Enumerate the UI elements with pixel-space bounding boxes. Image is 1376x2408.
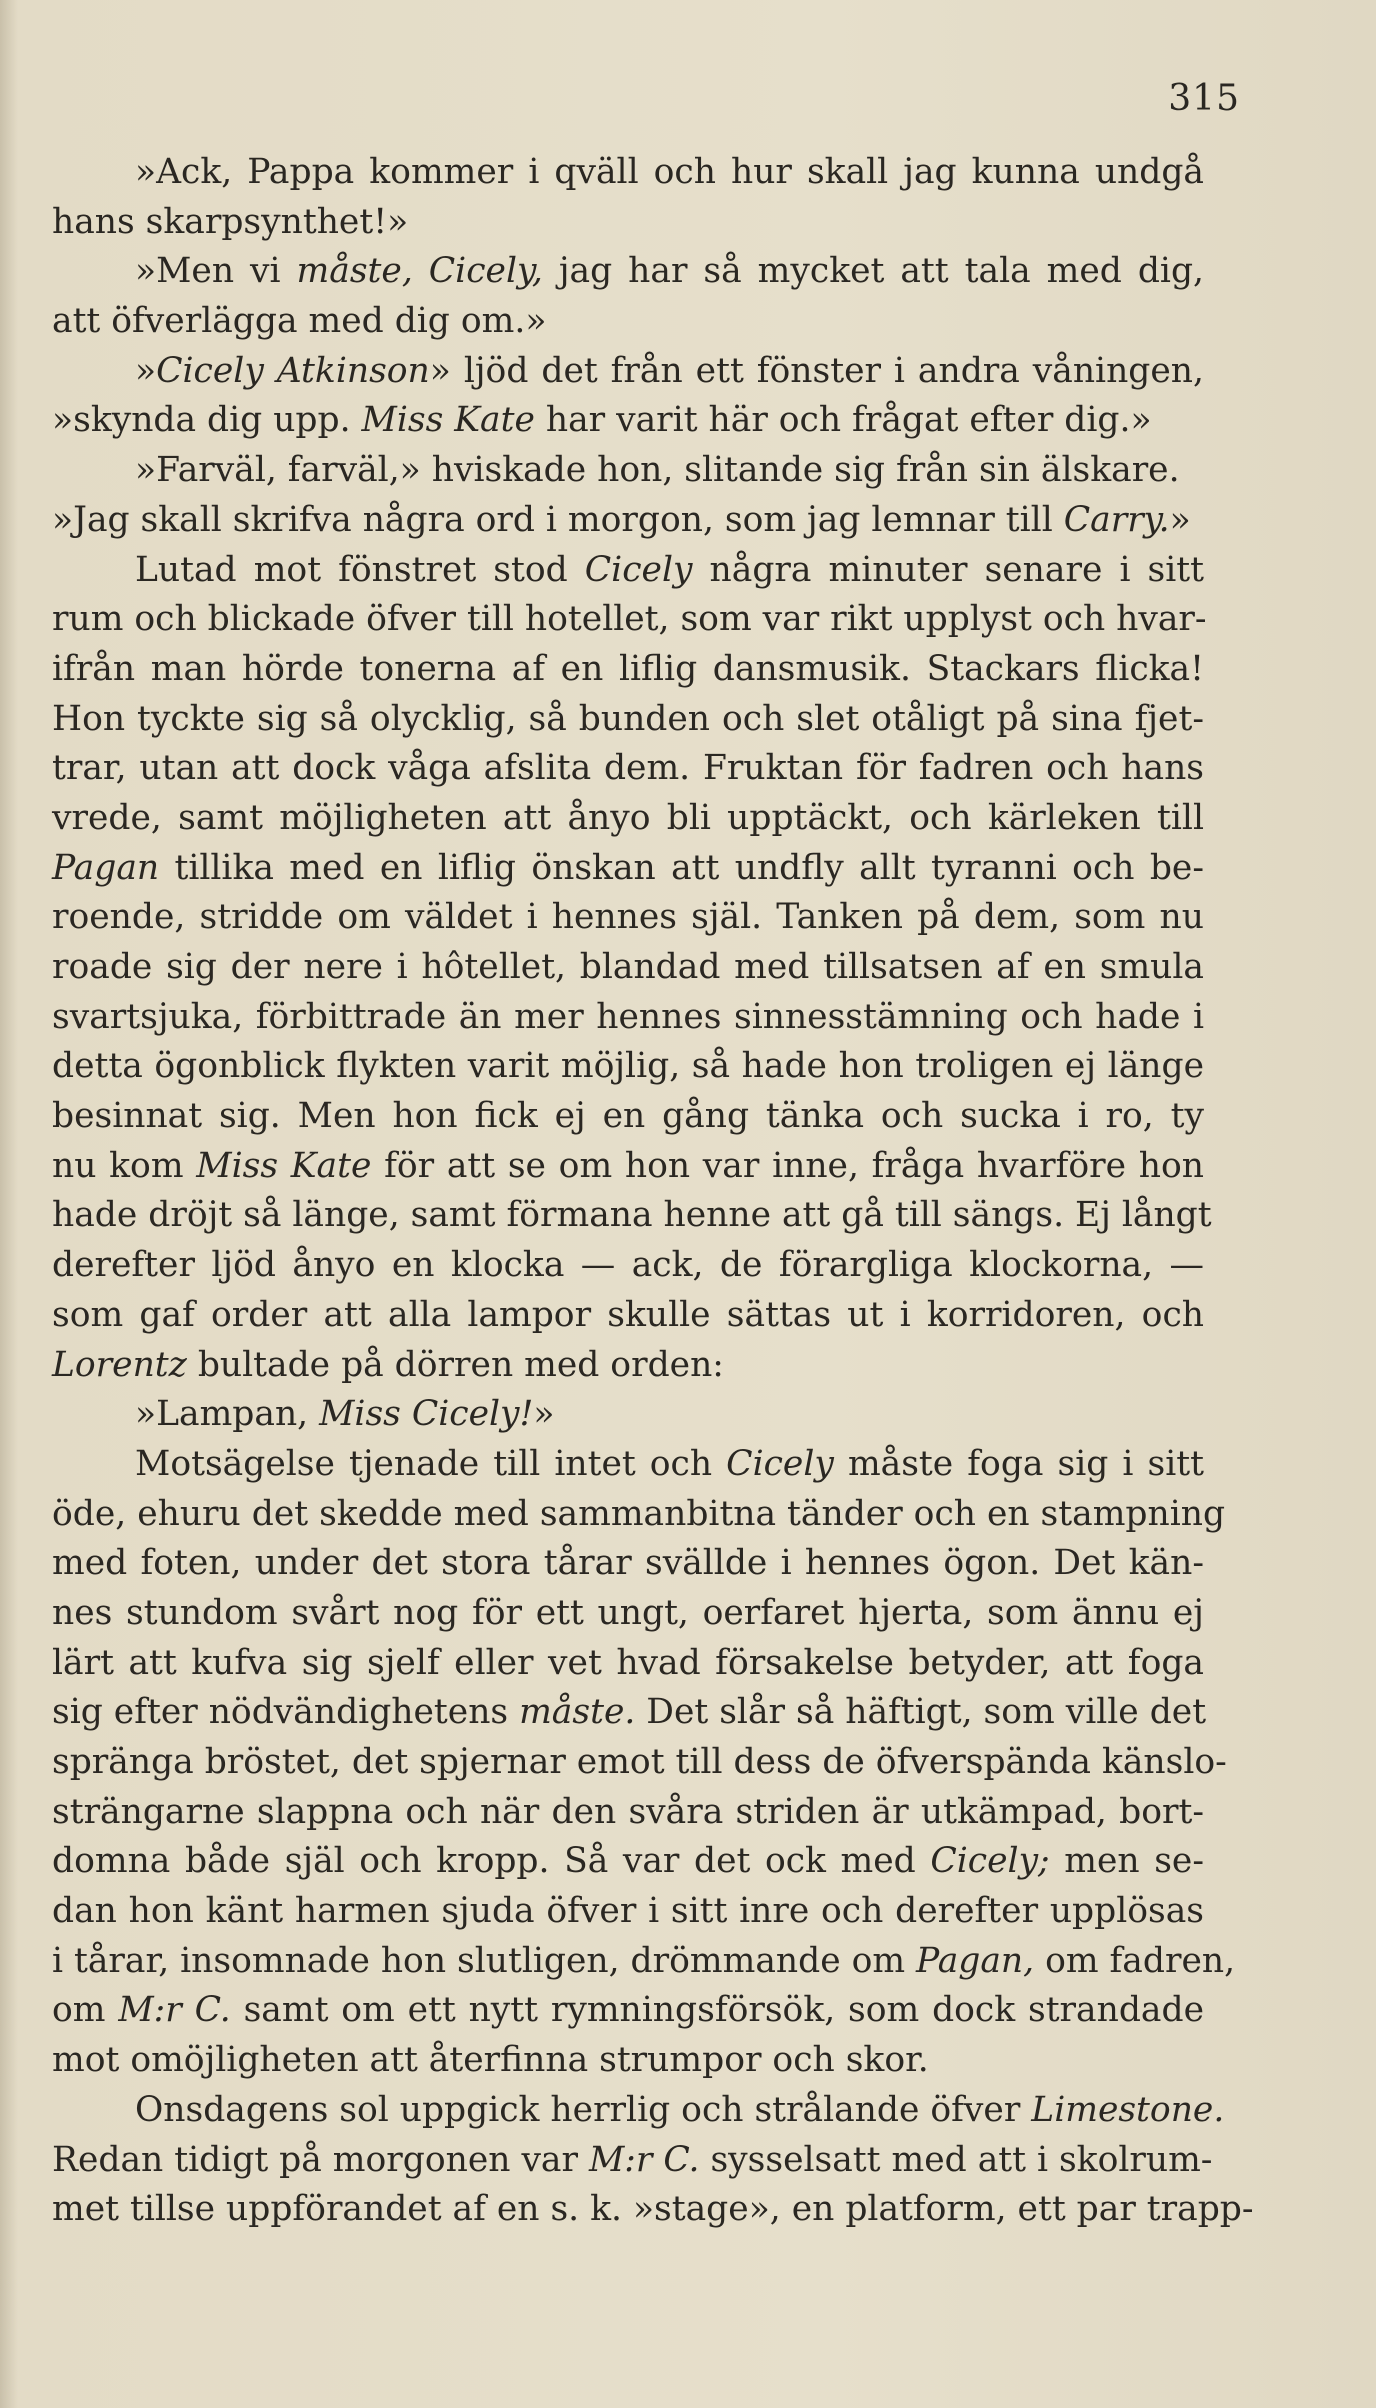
text-segment: nes stundom svårt nog för ett ungt, oerfaret hjerta, som ännu ej [52, 1592, 1204, 1633]
text-line [52, 1688, 1207, 1738]
text-line [52, 1092, 1204, 1142]
text-segment: har varit här och frågat efter dig.» [534, 400, 1152, 441]
text-segment: men se- [1049, 1841, 1204, 1882]
text-segment: att öfverlägga med dig om.» [52, 301, 547, 342]
text-segment: »skynda dig upp. [52, 400, 362, 441]
text-segment: Onsdagens sol uppgick herrlig och strålande öfver [135, 2089, 1032, 2130]
text-line [52, 2185, 1254, 2235]
text-segment: roade sig der nere i hôtellet, blandad med tillsatsen af en smula [52, 947, 1204, 987]
text-segment: » [135, 350, 157, 391]
page-number: 315 [1168, 78, 1240, 119]
italic-text: Pagan [52, 847, 160, 888]
text-line [52, 1042, 1204, 1092]
text-line [52, 893, 1204, 943]
text-segment: med foten, under det stora tårar svällde i hennes ögon. Det kän- [52, 1543, 1204, 1584]
text-line [52, 1440, 1204, 1490]
text-segment: strängarne slappna och när den svåra striden är utkämpad, bort- [52, 1791, 1204, 1832]
text-segment: roende, stridde om väldet i hennes själ. Tanken på dem, som nu [52, 897, 1204, 938]
text-line [52, 148, 1204, 198]
text-line [52, 1241, 1204, 1291]
text-line [52, 496, 1204, 546]
text-segment: »Lampan, [135, 1394, 320, 1435]
text-segment: »Men vi [135, 251, 297, 292]
text-segment: Motsägelse tjenade till intet och [135, 1443, 727, 1484]
text-segment: bultade på dörren med orden: [186, 1344, 724, 1385]
italic-text: Miss Kate [361, 400, 535, 441]
text-line [52, 595, 1207, 645]
text-line [52, 1341, 1204, 1391]
text-segment: sig efter nödvändighetens [52, 1692, 520, 1733]
text-segment: spränga bröstet, det spjernar emot till dess de öfverspända känslo- [52, 1742, 1227, 1782]
text-segment: sysselsatt med att i skolrum- [699, 2139, 1213, 2180]
body-text [52, 148, 1254, 2235]
text-segment: jag har så mycket att tala med dig, [542, 251, 1204, 292]
text-segment: Lutad mot fönstret stod [135, 549, 585, 590]
text-segment: trar, utan att dock våga afslita dem. Fruktan för fadren och hans [52, 748, 1204, 789]
text-line [52, 993, 1204, 1043]
text-segment: » [533, 1394, 555, 1435]
text-segment: hans skarpsynthet!» [52, 201, 409, 242]
text-segment: samt om ett nytt rymningsförsök, som dock strandade [230, 1990, 1204, 2031]
text-segment: »Jag skall skrifva några ord i morgon, som jag lemnar till [52, 499, 1064, 540]
italic-text: Lorentz [52, 1344, 187, 1385]
italic-text: Miss Cicely! [319, 1394, 534, 1435]
text-segment: domna både själ och kropp. Så var det ock med [52, 1841, 931, 1882]
italic-text: måste, [296, 251, 413, 292]
text-line [52, 1490, 1226, 1540]
text-line [52, 645, 1204, 695]
italic-text: M:r C. [588, 2139, 700, 2180]
text-line [52, 347, 1204, 397]
text-segment: Redan tidigt på morgonen var [52, 2139, 589, 2180]
italic-text: Cicely [584, 549, 693, 590]
italic-text: Cicely, [428, 251, 543, 292]
text-segment: ifrån man hörde tonerna af en liflig dansmusik. Stackars flicka! [52, 648, 1204, 689]
text-segment: om fadren, [1034, 1940, 1236, 1981]
text-segment: hade dröjt så länge, samt förmana henne att gå till sängs. Ej långt [52, 1195, 1212, 1236]
italic-text: Carry. [1063, 499, 1170, 540]
text-segment: » [1169, 499, 1191, 540]
text-segment: svartsjuka, förbittrade än mer hennes sinnesstämning och hade i [52, 996, 1204, 1037]
text-segment: Det slår så häftigt, som ville det [635, 1692, 1207, 1733]
italic-text: Cicely; [930, 1841, 1050, 1882]
text-line [52, 297, 1204, 347]
text-segment: met tillse uppförandet af en s. k. »stage», en platform, ett par trapp- [52, 2189, 1254, 2230]
text-line [52, 1539, 1204, 1589]
text-segment: »Farväl, farväl,» hviskade hon, slitande sig från sin älskare. [135, 450, 1180, 491]
text-segment: några minuter senare i sitt [692, 549, 1205, 590]
text-line [52, 1191, 1212, 1241]
text-segment: tillika med en liflig önskan att undfly allt tyranni och be- [159, 847, 1204, 888]
text-segment: Hon tyckte sig så olycklig, så bunden och slet otåligt på sina fjet- [52, 698, 1204, 739]
text-line [52, 1589, 1204, 1639]
text-line [52, 1837, 1204, 1887]
text-segment: nu kom [52, 1145, 197, 1186]
text-segment: mot omöjligheten att återfinna strumpor och skor. [52, 2040, 929, 2081]
text-line [52, 2136, 1213, 2186]
text-line [52, 744, 1204, 794]
text-line [52, 1738, 1227, 1788]
italic-text: Cicely Atkinson [156, 350, 430, 391]
italic-text: Cicely [726, 1443, 834, 1484]
text-line [52, 695, 1204, 745]
text-line [52, 1887, 1204, 1937]
text-line [52, 2036, 1204, 2086]
text-line [52, 1937, 1236, 1987]
text-segment: i tårar, insomnade hon slutligen, drömmande om [52, 1940, 917, 1981]
text-line [52, 446, 1204, 496]
text-line [52, 1142, 1204, 1192]
text-segment: vrede, samt möjligheten att ånyo bli upptäckt, och kärleken till [52, 797, 1204, 838]
text-segment: måste foga sig i sitt [833, 1443, 1204, 1484]
text-line [52, 2086, 1225, 2136]
text-line [52, 1390, 1204, 1440]
text-segment: rum och blickade öfver till hotellet, som var rikt upplyst och hvar- [52, 599, 1207, 640]
text-line [52, 794, 1204, 844]
text-segment: om [52, 1990, 119, 2031]
text-segment: derefter ljöd ånyo en klocka — ack, de förargliga klockorna, — [52, 1245, 1204, 1286]
text-segment: » ljöd det från ett fönster i andra våningen, [429, 350, 1204, 391]
text-segment [413, 251, 429, 291]
text-line [52, 198, 1204, 248]
italic-text: Miss Kate [196, 1145, 372, 1186]
italic-text: Pagan, [916, 1940, 1035, 1981]
text-segment: lärt att kufva sig sjelf eller vet hvad försakelse betyder, att foga [52, 1642, 1204, 1683]
text-segment: »Ack, Pappa kommer i qväll och hur skall jag kunna undgå [135, 152, 1204, 192]
italic-text: måste. [519, 1692, 636, 1733]
text-line [52, 1788, 1204, 1838]
text-line [52, 1291, 1204, 1341]
text-segment: besinnat sig. Men hon fick ej en gång tänka och sucka i ro, ty [52, 1096, 1204, 1137]
italic-text: Limestone. [1031, 2089, 1225, 2130]
text-line [52, 844, 1204, 894]
italic-text: M:r C. [118, 1990, 231, 2031]
text-segment: öde, ehuru det skedde med sammanbitna tänder och en stampning [52, 1493, 1226, 1534]
text-line [52, 247, 1204, 297]
text-line [52, 1639, 1204, 1689]
text-line [52, 396, 1204, 446]
text-segment: för att se om hon var inne, fråga hvarföre hon [371, 1145, 1204, 1186]
text-segment: detta ögonblick flykten varit möjlig, så hade hon troligen ej länge [52, 1046, 1204, 1087]
text-line [52, 1986, 1204, 2036]
text-line [52, 546, 1204, 596]
text-segment: dan hon känt harmen sjuda öfver i sitt inre och derefter upplösas [52, 1891, 1204, 1932]
text-segment: som gaf order att alla lampor skulle sättas ut i korridoren, och [52, 1294, 1204, 1335]
text-line [52, 943, 1204, 993]
